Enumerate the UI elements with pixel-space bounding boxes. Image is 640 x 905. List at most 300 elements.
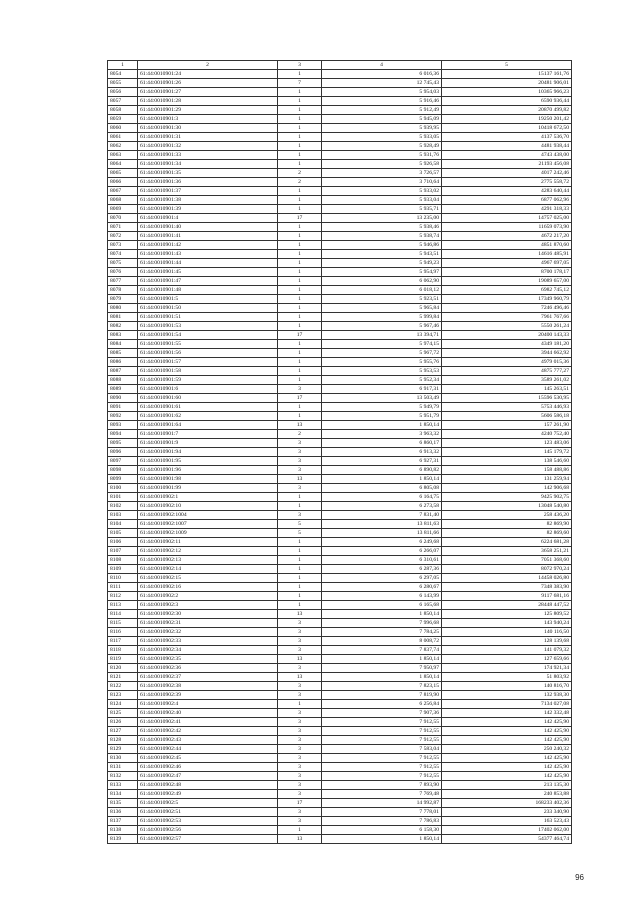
table-cell-col-2: 61:44:0010902:3 [138,601,278,610]
table-cell-col-2: 61:44:0010902:56 [138,826,278,835]
table-row [108,574,572,583]
table-cell-col-3: 1 [278,205,322,214]
table-cell-col-5: 9425 902,75 [442,493,572,502]
table-cell-col-2: 61:44:0010901:31 [138,133,278,142]
table-row [108,304,572,313]
column-header-5: 5 [442,61,572,70]
table-cell-col-1: 8090 [108,394,138,403]
table-cell-col-3: 3 [278,781,322,790]
table-cell-col-3: 1 [278,133,322,142]
table-cell-col-4: 5 967,72 [322,349,442,358]
table-cell-col-1: 8095 [108,439,138,448]
table-cell-col-4: 13 811,66 [322,529,442,538]
table-cell-col-4: 5 939,95 [322,124,442,133]
table-cell-col-5: 4349 181,20 [442,340,572,349]
table-cell-col-4: 13 503,49 [322,394,442,403]
table-cell-col-3: 2 [278,430,322,439]
table-cell-col-1: 8054 [108,70,138,79]
table-cell-col-3: 1 [278,295,322,304]
table-cell-col-4: 7 778,01 [322,808,442,817]
table-cell-col-3: 1 [278,142,322,151]
column-header-4: 4 [322,61,442,70]
table-cell-col-2: 61:44:0010901:34 [138,160,278,169]
table-cell-col-3: 1 [278,340,322,349]
table-cell-col-2: 61:44:0010901:26 [138,79,278,88]
table-cell-col-5: 2775 558,72 [442,178,572,187]
table-cell-col-2: 61:44:0010902:53 [138,817,278,826]
table-row [108,403,572,412]
table-cell-col-5: 5753 446,93 [442,403,572,412]
table-cell-col-5: 4283 640,44 [442,187,572,196]
table-row [108,160,572,169]
table-cell-col-5: 4875 777,27 [442,367,572,376]
table-cell-col-2: 61:44:0010901:36 [138,178,278,187]
table-cell-col-5: 4851 870,60 [442,241,572,250]
table-cell-col-1: 8118 [108,646,138,655]
table-cell-col-1: 8078 [108,286,138,295]
table-cell-col-3: 1 [278,151,322,160]
table-cell-col-3: 1 [278,565,322,574]
table-cell-col-1: 8056 [108,88,138,97]
table-cell-col-5: 168233 402,36 [442,799,572,808]
table-cell-col-2: 61:44:0010902:45 [138,754,278,763]
table-cell-col-4: 3 963,32 [322,430,442,439]
table-cell-col-1: 8105 [108,529,138,538]
table-cell-col-5: 19089 657,00 [442,277,572,286]
table-cell-col-4: 7 950,97 [322,664,442,673]
table-cell-col-2: 61:44:0010901:30 [138,124,278,133]
table-row [108,97,572,106]
table-cell-col-2: 61:44:0010902:39 [138,691,278,700]
table-cell-col-2: 61:44:0010901:55 [138,340,278,349]
table-row [108,520,572,529]
table-cell-col-3: 5 [278,520,322,529]
table-body [108,70,572,844]
table-cell-col-5: 4979 015,36 [442,358,572,367]
table-cell-col-2: 61:44:0010901:42 [138,241,278,250]
table-cell-col-2: 61:44:0010901:61 [138,403,278,412]
table-cell-col-3: 1 [278,556,322,565]
table-cell-col-4: 7 893,90 [322,781,442,790]
table-cell-col-2: 61:44:0010902:48 [138,781,278,790]
table-cell-col-1: 8071 [108,223,138,232]
table-cell-col-3: 1 [278,70,322,79]
table-row [108,484,572,493]
table-cell-col-1: 8131 [108,763,138,772]
table-cell-col-4: 5 923,51 [322,295,442,304]
table-cell-col-3: 1 [278,88,322,97]
table-cell-col-5: 10418 672,50 [442,124,572,133]
table-cell-col-2: 61:44:0010902:44 [138,745,278,754]
table-cell-col-4: 7 912,55 [322,754,442,763]
table-cell-col-2: 61:44:0010902:2 [138,592,278,601]
table-cell-col-1: 8091 [108,403,138,412]
table-row [108,430,572,439]
table-row [108,592,572,601]
table-cell-col-1: 8077 [108,277,138,286]
table-cell-col-4: 6 266,07 [322,547,442,556]
table-cell-col-4: 6 917,31 [322,385,442,394]
table-cell-col-3: 1 [278,268,322,277]
table-row [108,502,572,511]
table-cell-col-2: 61:44:0010902:1007 [138,520,278,529]
table-row [108,142,572,151]
table-cell-col-5: 4967 697,05 [442,259,572,268]
table-cell-col-2: 61:44:0010901:60 [138,394,278,403]
table-cell-col-3: 13 [278,655,322,664]
table-cell-col-5: 51 803,92 [442,673,572,682]
table-cell-col-5: 7246 496,46 [442,304,572,313]
table-row [108,727,572,736]
table-cell-col-2: 61:44:0010902:40 [138,709,278,718]
table-cell-col-3: 3 [278,772,322,781]
table-row [108,763,572,772]
table-cell-col-3: 1 [278,349,322,358]
cadastral-value-table [107,60,572,844]
table-cell-col-1: 8070 [108,214,138,223]
table-cell-col-1: 8081 [108,313,138,322]
table-cell-col-2: 61:44:0010901:59 [138,376,278,385]
table-row [108,691,572,700]
table-cell-col-1: 8108 [108,556,138,565]
table-cell-col-1: 8104 [108,520,138,529]
table-cell-col-2: 61:44:0010902:10 [138,502,278,511]
table-cell-col-4: 5 949,23 [322,259,442,268]
table-cell-col-4: 3 710,64 [322,178,442,187]
table-cell-col-5: 82 869,90 [442,520,572,529]
table-cell-col-1: 8106 [108,538,138,547]
table-cell-col-1: 8113 [108,601,138,610]
table-cell-col-1: 8079 [108,295,138,304]
table-cell-col-2: 61:44:0010902:49 [138,790,278,799]
table-cell-col-3: 3 [278,385,322,394]
table-cell-col-3: 1 [278,322,322,331]
table-cell-col-5: 10365 966,23 [442,88,572,97]
table-cell-col-4: 6 860,17 [322,439,442,448]
table-row [108,295,572,304]
table-cell-col-1: 8085 [108,349,138,358]
table-cell-col-1: 8139 [108,835,138,844]
table-cell-col-1: 8061 [108,133,138,142]
table-cell-col-3: 1 [278,232,322,241]
table-cell-col-3: 1 [278,367,322,376]
table-cell-col-1: 8109 [108,565,138,574]
table-cell-col-3: 13 [278,421,322,430]
table-cell-col-2: 61:44:0010902:42 [138,727,278,736]
table-cell-col-5: 142 425,90 [442,772,572,781]
table-cell-col-5: 5550 261,24 [442,322,572,331]
table-cell-col-4: 5 945,09 [322,115,442,124]
table-cell-col-1: 8059 [108,115,138,124]
table-cell-col-4: 8 008,72 [322,637,442,646]
table-cell-col-2: 61:44:0010901:95 [138,457,278,466]
table-cell-col-1: 8111 [108,583,138,592]
table-cell-col-2: 61:44:0010901:41 [138,232,278,241]
table-cell-col-3: 1 [278,826,322,835]
table-cell-col-3: 1 [278,160,322,169]
table-cell-col-4: 5 926,58 [322,160,442,169]
table-cell-col-4: 6 280,67 [322,583,442,592]
table-cell-col-5: 128 139,68 [442,637,572,646]
table-row [108,322,572,331]
table-cell-col-3: 3 [278,817,322,826]
table-cell-col-4: 7 784,25 [322,628,442,637]
table-cell-col-3: 1 [278,115,322,124]
table-cell-col-1: 8097 [108,457,138,466]
column-header-3: 3 [278,61,322,70]
table-cell-col-5: 142 425,90 [442,763,572,772]
table-cell-col-1: 8092 [108,412,138,421]
table-row [108,394,572,403]
table-cell-col-4: 5 954,03 [322,88,442,97]
table-row [108,79,572,88]
table-cell-col-3: 1 [278,538,322,547]
table-row [108,745,572,754]
table-cell-col-1: 8101 [108,493,138,502]
table-row [108,700,572,709]
table-row [108,277,572,286]
table-cell-col-3: 1 [278,259,322,268]
table-cell-col-5: 4291 318,33 [442,205,572,214]
table-cell-col-5: 82 869,60 [442,529,572,538]
table-cell-col-5: 140 116,50 [442,628,572,637]
table-cell-col-2: 61:44:0010901:57 [138,358,278,367]
table-cell-col-2: 61:44:0010901:48 [138,286,278,295]
table-cell-col-4: 7 823,15 [322,682,442,691]
table-cell-col-5: 233 340,90 [442,808,572,817]
table-cell-col-2: 61:44:0010901:53 [138,322,278,331]
table-row [108,241,572,250]
table-cell-col-2: 61:44:0010901:9 [138,439,278,448]
table-cell-col-1: 8137 [108,817,138,826]
table-row [108,682,572,691]
table-cell-col-1: 8098 [108,466,138,475]
table-row [108,178,572,187]
table-cell-col-5: 131 259,94 [442,475,572,484]
table-row [108,259,572,268]
table-cell-col-1: 8084 [108,340,138,349]
table-cell-col-2: 61:44:0010901:96 [138,466,278,475]
table-cell-col-4: 13 394,71 [322,331,442,340]
table-cell-col-4: 5 928,49 [322,142,442,151]
table-cell-col-2: 61:44:0010902:47 [138,772,278,781]
table-cell-col-3: 1 [278,583,322,592]
table-cell-col-1: 8083 [108,331,138,340]
table-row [108,664,572,673]
table-row [108,790,572,799]
table-row [108,439,572,448]
table-row [108,772,572,781]
column-header-2: 2 [138,61,278,70]
table-cell-col-5: 15596 530,95 [442,394,572,403]
table-row [108,457,572,466]
table-cell-col-1: 8115 [108,619,138,628]
table-row [108,223,572,232]
table-cell-col-1: 8128 [108,736,138,745]
table-cell-col-4: 1 850,14 [322,673,442,682]
table-cell-col-4: 7 907,36 [322,709,442,718]
table-cell-col-5: 6590 936,44 [442,97,572,106]
table-cell-col-3: 2 [278,169,322,178]
table-cell-col-2: 61:44:0010901:4 [138,214,278,223]
table-row [108,169,572,178]
table-cell-col-4: 6 016,36 [322,70,442,79]
table-cell-col-1: 8093 [108,421,138,430]
table-cell-col-3: 13 [278,610,322,619]
table-row [108,412,572,421]
table-cell-col-5: 19250 201,42 [442,115,572,124]
table-row [108,655,572,664]
table-row [108,826,572,835]
table-cell-col-1: 8096 [108,448,138,457]
table-cell-col-1: 8110 [108,574,138,583]
table-cell-col-5: 6224 681,28 [442,538,572,547]
table-cell-col-2: 61:44:0010902:5 [138,799,278,808]
table-cell-col-2: 61:44:0010901:43 [138,250,278,259]
table-cell-col-4: 12 745,43 [322,79,442,88]
table-cell-col-4: 5 974,15 [322,340,442,349]
table-cell-col-1: 8126 [108,718,138,727]
table-cell-col-4: 6 273,58 [322,502,442,511]
table-cell-col-4: 5 967,46 [322,322,442,331]
table-cell-col-4: 5 952,34 [322,376,442,385]
table-cell-col-1: 8060 [108,124,138,133]
table-cell-col-3: 3 [278,808,322,817]
table-cell-col-4: 6 062,90 [322,277,442,286]
table-cell-col-5: 8700 178,17 [442,268,572,277]
table-row [108,151,572,160]
table-cell-col-3: 3 [278,457,322,466]
table-cell-col-2: 61:44:0010901:56 [138,349,278,358]
table-row [108,619,572,628]
table-cell-col-2: 61:44:0010901:28 [138,97,278,106]
table-cell-col-2: 61:44:0010901:6 [138,385,278,394]
table-cell-col-5: 17402 062,00 [442,826,572,835]
table-cell-col-2: 61:44:0010901:37 [138,187,278,196]
table-row [108,70,572,79]
table-cell-col-3: 3 [278,718,322,727]
table-cell-col-5: 7961 767,66 [442,313,572,322]
table-cell-col-3: 7 [278,79,322,88]
table-row [108,565,572,574]
table-cell-col-5: 142 906,68 [442,484,572,493]
table-cell-col-1: 8099 [108,475,138,484]
table-cell-col-2: 61:44:0010902:41 [138,718,278,727]
table-cell-col-4: 6 143,99 [322,592,442,601]
table-row [108,781,572,790]
table-cell-col-1: 8129 [108,745,138,754]
table-cell-col-2: 61:44:0010902:51 [138,808,278,817]
table-cell-col-2: 61:44:0010902:13 [138,556,278,565]
table-row [108,340,572,349]
table-cell-col-2: 61:44:0010902:14 [138,565,278,574]
table-row [108,646,572,655]
table-cell-col-5: 142 425,90 [442,754,572,763]
table-row [108,475,572,484]
table-cell-col-1: 8086 [108,358,138,367]
table-cell-col-2: 61:44:0010901:47 [138,277,278,286]
table-cell-col-4: 5 946,86 [322,241,442,250]
table-row [108,286,572,295]
table-cell-col-2: 61:44:0010902:34 [138,646,278,655]
table-cell-col-5: 14757 025,00 [442,214,572,223]
table-cell-col-2: 61:44:0010902:15 [138,574,278,583]
table-cell-col-5: 7134 027,08 [442,700,572,709]
table-cell-col-5: 127 659,66 [442,655,572,664]
table-cell-col-4: 5 954,97 [322,268,442,277]
table-cell-col-1: 8120 [108,664,138,673]
table-cell-col-5: 8072 970,24 [442,565,572,574]
table-cell-col-4: 7 831,40 [322,511,442,520]
table-cell-col-3: 3 [278,511,322,520]
table-cell-col-1: 8100 [108,484,138,493]
table-cell-col-3: 1 [278,601,322,610]
table-cell-col-3: 3 [278,619,322,628]
table-cell-col-1: 8135 [108,799,138,808]
table-cell-col-4: 7 912,55 [322,718,442,727]
table-cell-col-1: 8122 [108,682,138,691]
table-cell-col-5: 5606 586,18 [442,412,572,421]
table-cell-col-5: 6982 745,12 [442,286,572,295]
table-row [108,817,572,826]
table-cell-col-4: 7 769,48 [322,790,442,799]
table-cell-col-1: 8073 [108,241,138,250]
table-cell-col-4: 6 287,36 [322,565,442,574]
table-cell-col-1: 8132 [108,772,138,781]
table-cell-col-1: 8130 [108,754,138,763]
table-cell-col-2: 61:44:0010901:39 [138,205,278,214]
table-cell-col-1: 8062 [108,142,138,151]
table-cell-col-3: 3 [278,736,322,745]
table-row [108,349,572,358]
table-cell-col-3: 1 [278,124,322,133]
table-cell-col-4: 7 583,04 [322,745,442,754]
page-number: 96 [575,873,584,882]
table-cell-col-4: 7 819,90 [322,691,442,700]
table-cell-col-5: 158 488,86 [442,466,572,475]
table-cell-col-5: 174 921,34 [442,664,572,673]
table-cell-col-1: 8114 [108,610,138,619]
table-cell-col-5: 20870 499,82 [442,106,572,115]
table-row [108,214,572,223]
table-cell-col-4: 1 850,14 [322,475,442,484]
table-cell-col-4: 6 297,05 [322,574,442,583]
table-cell-col-5: 3589 261,02 [442,376,572,385]
table-cell-col-3: 1 [278,304,322,313]
table-cell-col-1: 8134 [108,790,138,799]
table-cell-col-2: 61:44:0010902:35 [138,655,278,664]
table-cell-col-1: 8076 [108,268,138,277]
table-row [108,709,572,718]
table-cell-col-4: 6 310,61 [322,556,442,565]
table-cell-col-2: 61:44:0010902:36 [138,664,278,673]
cadastral-value-table-sheet [107,60,571,844]
table-cell-col-4: 7 912,55 [322,763,442,772]
table-row [108,754,572,763]
table-cell-col-1: 8068 [108,196,138,205]
table-cell-col-1: 8057 [108,97,138,106]
table-cell-col-2: 61:44:0010902:38 [138,682,278,691]
table-row [108,115,572,124]
table-row [108,556,572,565]
table-cell-col-4: 3 726,57 [322,169,442,178]
table-cell-col-3: 3 [278,628,322,637]
table-cell-col-3: 3 [278,484,322,493]
table-cell-col-4: 5 912,49 [322,106,442,115]
table-cell-col-4: 1 850,14 [322,421,442,430]
table-cell-col-2: 61:44:0010902:11 [138,538,278,547]
table-cell-col-1: 8103 [108,511,138,520]
